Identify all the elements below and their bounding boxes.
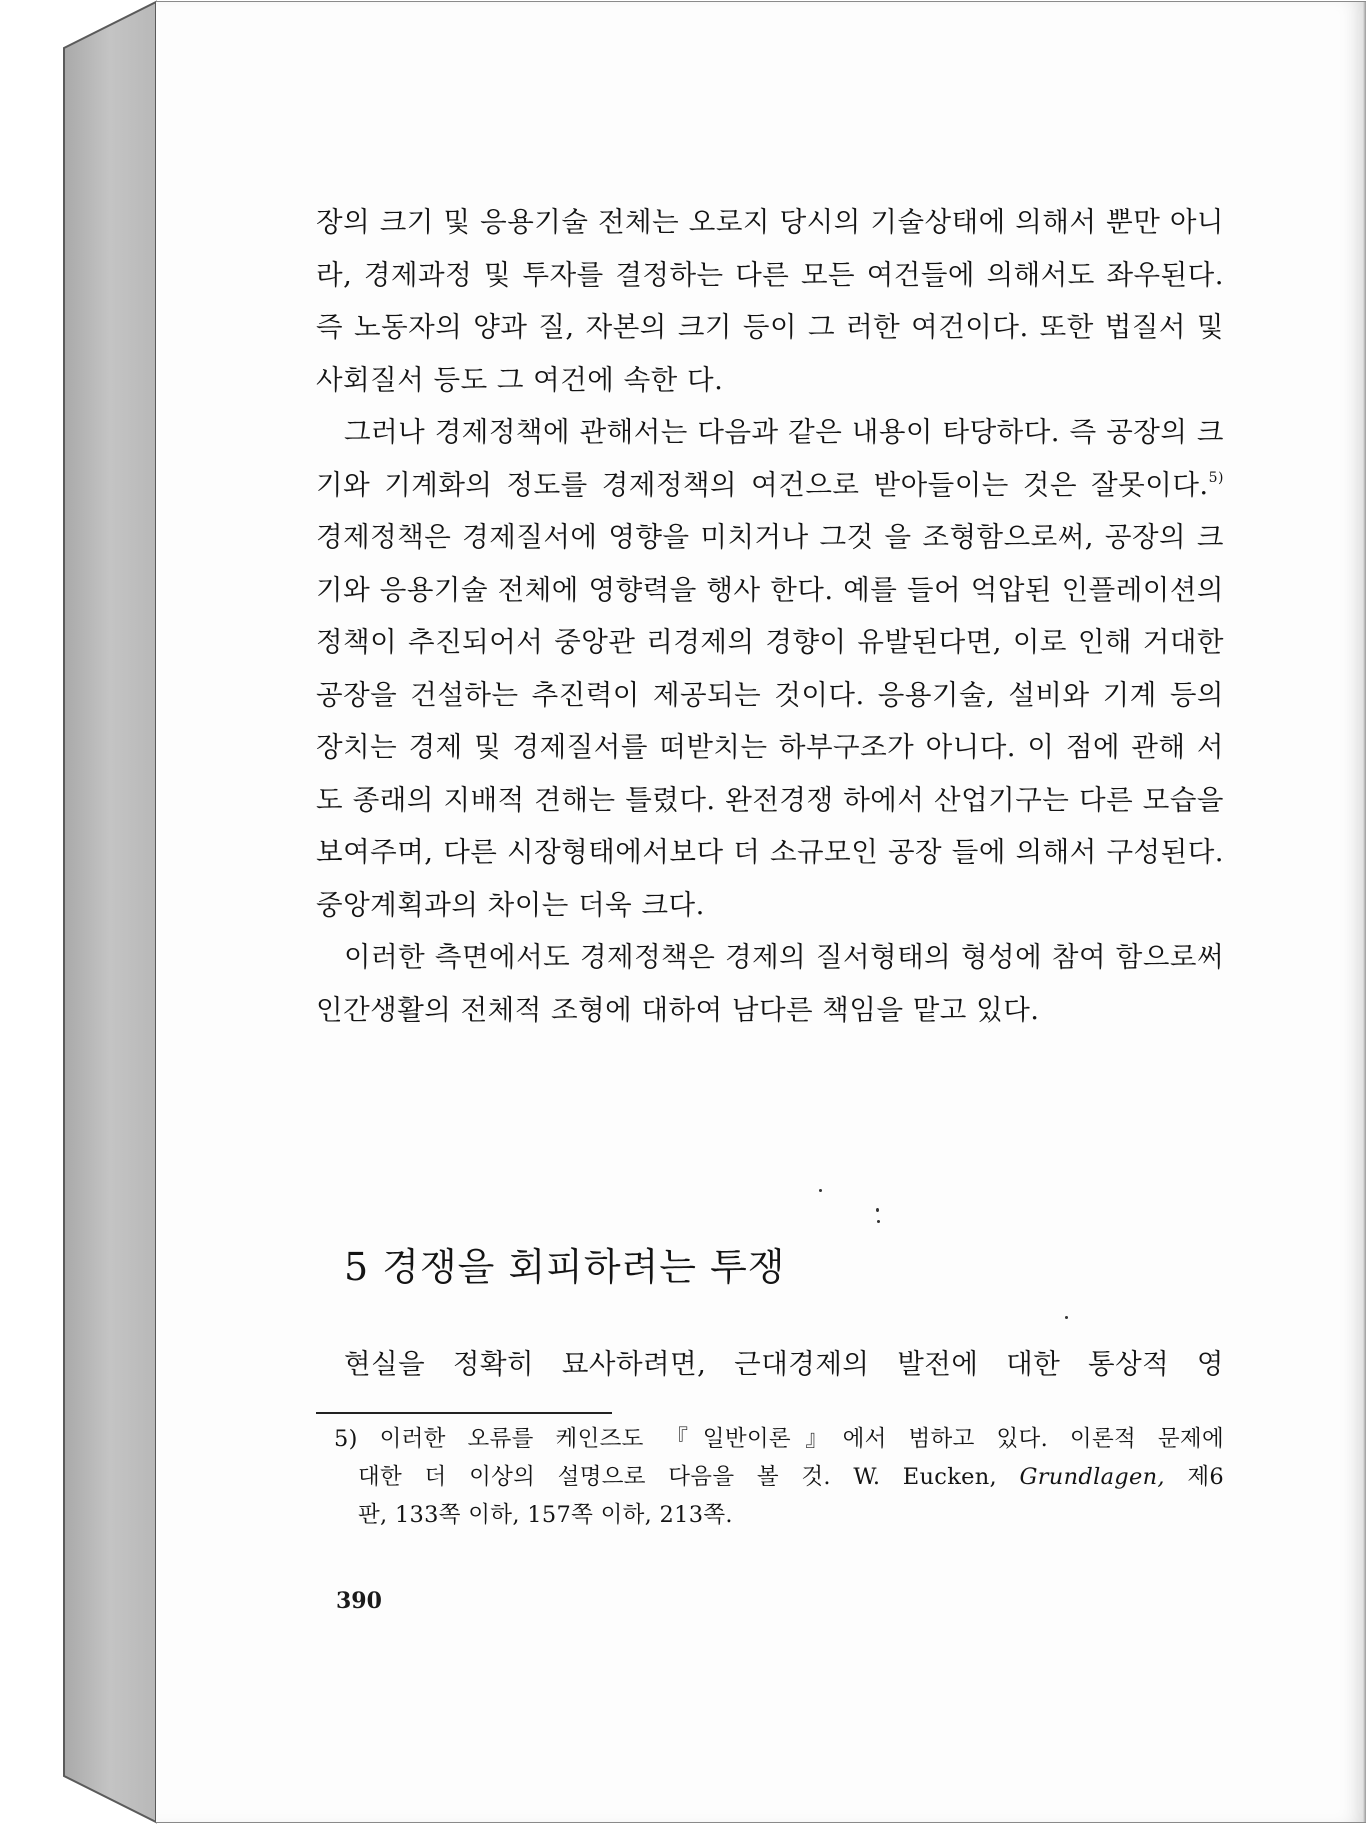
text-line: 그러나 경제정책에 관해서는 다음과 같은 내용이 타당하다. 즉: [344, 416, 1097, 448]
print-speck: [876, 1208, 879, 1212]
text-line: 러한 여건이다. 또한 법질서 및 사회질서 등도 그 여건에 속한: [316, 311, 1224, 396]
text-line: 공장의 크기와 기계화의 정도를 경제정책의 여건으로 받아들이는: [316, 416, 1224, 501]
text-line: 장의 크기 및 응용기술 전체는 오로지 당시의 기술상태에 의해서: [316, 206, 1097, 238]
text-line: 경제정책은 경제질서에 영향을 미치거나 그것: [316, 521, 874, 553]
page-number: 390: [336, 1588, 382, 1614]
paragraph-1: [316, 196, 1224, 406]
text-line: 경제 및 경제질서를 떠받치는 하부구조가 아니다. 이 점에 관해: [408, 731, 1186, 763]
text-line: 다른 모습을 보여주며, 다른 시장형태에서보다 더 소규모인 공장: [316, 783, 1224, 868]
paragraph-2: [316, 406, 1224, 931]
footnote-text: 제6: [1164, 1464, 1224, 1490]
footnote: [334, 1420, 1224, 1534]
text-line: 서도 종래의 지배적 견해는 틀렸다. 완전경쟁 하에서 산업기구는: [316, 731, 1224, 816]
footnote-line: 5) 이러한 오류를 케인즈도 『일반이론』에서 범하고 있다. 이론적 문제에: [334, 1426, 1224, 1452]
text-line: 함으로써 인간생활의 전체적 조형에 대하여 남다른 책임을 맡고: [316, 941, 1225, 1026]
text-line: 것은 잘못이다.: [1022, 468, 1209, 501]
paragraph-3: [316, 931, 1224, 1036]
footnote-line: 판, 133쪽 이하, 157쪽 이하, 213쪽.: [358, 1502, 733, 1528]
body-text: [316, 196, 1224, 1036]
footnote-divider: [316, 1412, 612, 1414]
print-speck: [1065, 1316, 1068, 1319]
text-line: 을 조형함으로써, 공장의 크기와 응용기술 전체에 영향력을 행사: [316, 521, 1225, 606]
text-line: 리경제의 경향이 유발된다면, 이로 인해 거대한 공장을 건설하는: [316, 626, 1225, 711]
footnote-line: [334, 1458, 1224, 1496]
text-line: 뿐만 아니라, 경제과정 및 투자를 결정하는 다른 모든 여건들에: [316, 206, 1224, 291]
print-speck: [819, 1189, 822, 1192]
footnote-text: 대한 더 이상의 설명으로 다음을 볼 것. W. Eucken,: [358, 1464, 1020, 1490]
text-line: 의해서도 좌우된다. 즉 노동자의 양과 질, 자본의 크기 등이 그: [316, 258, 1224, 343]
section-first-line: 현실을 정확히 묘사하려면, 근대경제의 발전에 대한 통상적 영: [344, 1348, 1224, 1380]
footnote-book-title: Grundlagen,: [1019, 1464, 1165, 1490]
print-speck: [877, 1220, 880, 1223]
text-line: 한다. 예를 들어 억압된 인플레이션의 정책이 추진되어서 중앙관: [316, 573, 1224, 658]
section-heading: 5 경쟁을 회피하려는 투쟁: [344, 1245, 786, 1289]
page-edge: [1363, 2, 1366, 1822]
footnote-ref[interactable]: 5): [1208, 469, 1224, 486]
text-line: 다.: [687, 363, 724, 396]
text-line: 들에 의해서 구성된다. 중앙계획과의 차이는 더욱 크다.: [316, 836, 1224, 921]
text-line: 이러한 측면에서도 경제정책은 경제의 질서형태의 형성에 참여: [344, 941, 1107, 973]
text-line: 있다.: [976, 993, 1040, 1026]
text-line: 추진력이 제공되는 것이다. 응용기술, 설비와 기계 등의 장치는: [316, 678, 1224, 763]
